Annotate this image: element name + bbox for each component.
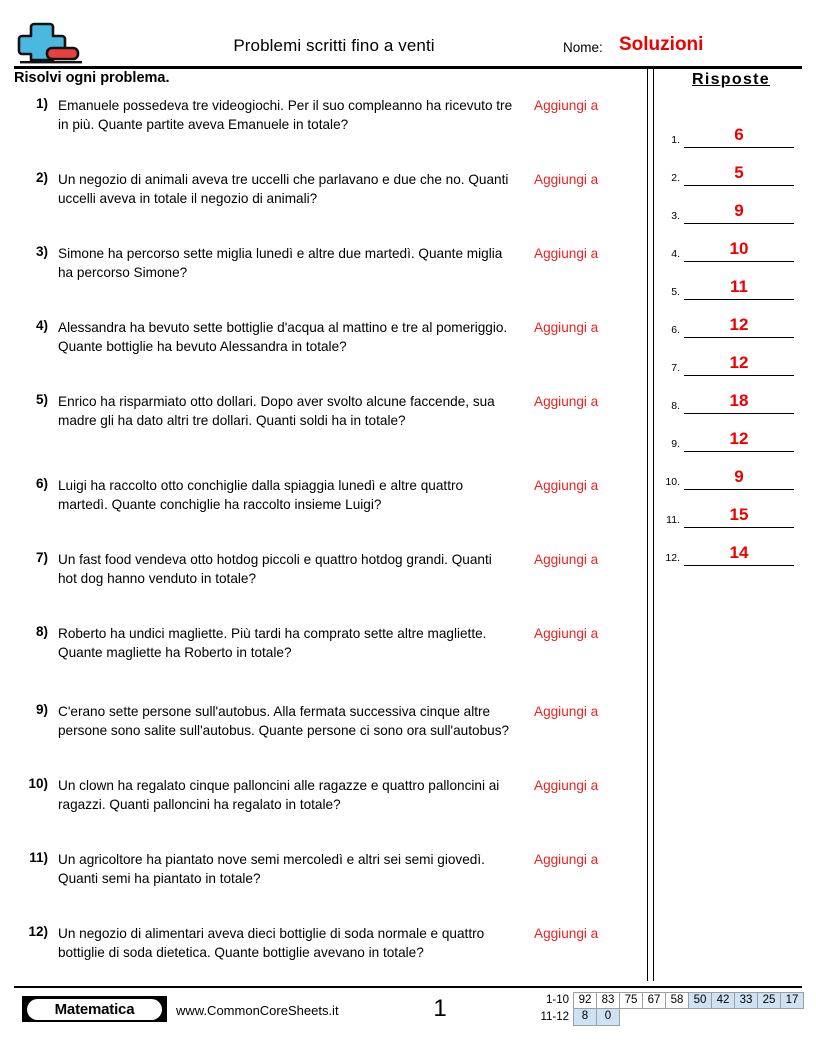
problem-text: Un negozio di animali aveva tre uccelli che parlavano e due che no. Quanti uccelli aveva in totale il negozio di animali? bbox=[58, 172, 509, 206]
problem-text: Luigi ha raccolto otto conchiglie dalla spiaggia lunedì e altre quattro martedì. Quante conchiglie ha raccolto insieme Luigi? bbox=[58, 478, 464, 512]
answer-index: 8. bbox=[671, 400, 680, 412]
problem-text: Emanuele possedeva tre videogiochi. Per il suo compleanno ha ricevuto tre in più. Quante partite aveva Emanuele in totale? bbox=[58, 98, 513, 132]
problem-number: 1) bbox=[35, 96, 48, 111]
answer-value: 12 bbox=[729, 315, 749, 334]
answer-row bbox=[658, 376, 804, 414]
answer-row bbox=[658, 300, 804, 338]
scale-cell: 42 bbox=[711, 992, 735, 1009]
problem-answer-label: Aggiungi a bbox=[534, 98, 599, 113]
scale-cell: 83 bbox=[596, 992, 620, 1009]
answer-index: 9. bbox=[671, 438, 680, 450]
problem-row bbox=[14, 624, 639, 684]
answer-row bbox=[658, 414, 804, 452]
problem-number: 11) bbox=[29, 850, 48, 865]
problem-row bbox=[14, 850, 639, 910]
footer-divider bbox=[14, 986, 802, 988]
scale-row-1 bbox=[530, 992, 804, 1009]
scale-row-2-cells bbox=[574, 1009, 620, 1026]
answer-value: 6 bbox=[734, 125, 744, 144]
problem-text: Un fast food vendeva otto hotdog piccoli e quattro hotdog grandi. Quanti hot dog hanno venduto in totale? bbox=[58, 552, 492, 586]
problem-row bbox=[14, 170, 639, 230]
problem-text: Simone ha percorso sette miglia lunedì e altre due martedì. Quante miglia ha percorso Simone? bbox=[58, 246, 503, 280]
answer-index: 7. bbox=[671, 362, 680, 374]
answer-row bbox=[658, 338, 804, 376]
scale-cell: 92 bbox=[573, 992, 597, 1009]
problem-number: 12) bbox=[28, 924, 48, 939]
problem-number: 3) bbox=[35, 244, 48, 259]
problem-answer-label: Aggiungi a bbox=[534, 246, 599, 261]
answer-row bbox=[658, 490, 804, 528]
answer-index: 12. bbox=[665, 552, 680, 564]
problem-answer-label: Aggiungi a bbox=[534, 394, 599, 409]
answer-index: 2. bbox=[671, 172, 680, 184]
scale-row-1-label: 1-10 bbox=[545, 994, 569, 1006]
answer-index: 6. bbox=[671, 324, 680, 336]
scale-cell: 17 bbox=[780, 992, 804, 1009]
answer-row bbox=[658, 224, 804, 262]
header-divider bbox=[14, 66, 802, 69]
answer-value: 12 bbox=[729, 353, 749, 372]
scale-cell: 67 bbox=[642, 992, 666, 1009]
problem-row bbox=[14, 318, 639, 378]
problem-number: 4) bbox=[35, 318, 48, 333]
answer-value: 11 bbox=[730, 277, 748, 296]
scale-row-2-label: 11-12 bbox=[540, 1011, 569, 1023]
answer-index: 10. bbox=[665, 476, 680, 488]
page-number: 1 bbox=[433, 995, 447, 1022]
problem-text: Enrico ha risparmiato otto dollari. Dopo aver svolto alcune faccende, sua madre gli ha dato altri tre dollari. Quanti soldi ha in totale? bbox=[58, 394, 495, 428]
problem-answer-label: Aggiungi a bbox=[534, 552, 599, 567]
problem-number: 7) bbox=[35, 550, 48, 565]
problem-text: Un agricoltore ha piantato nove semi mercoledì e altri sei semi giovedì. Quanti semi ha piantato in totale? bbox=[58, 852, 485, 886]
problem-text: C'erano sette persone sull'autobus. Alla fermata successiva cinque altre persone sono salite sull'autobus. Quante persone ci sono ora sull'autobus? bbox=[58, 704, 510, 738]
problem-answer-label: Aggiungi a bbox=[534, 626, 599, 641]
scale-cell: 50 bbox=[688, 992, 712, 1009]
problem-answer-label: Aggiungi a bbox=[534, 778, 599, 793]
problem-number: 2) bbox=[35, 170, 48, 185]
answer-value: 10 bbox=[729, 239, 749, 258]
scale-cell: 75 bbox=[619, 992, 643, 1009]
scale-cell: 33 bbox=[734, 992, 758, 1009]
problem-text: Alessandra ha bevuto sette bottiglie d'acqua al mattino e tre al pomeriggio. Quante bottiglie ha bevuto Alessandra in totale? bbox=[58, 320, 508, 354]
answer-row bbox=[658, 186, 804, 224]
problem-number: 5) bbox=[35, 392, 48, 407]
problem-number: 9) bbox=[35, 702, 48, 717]
worksheet-header bbox=[14, 22, 802, 66]
answer-index: 11. bbox=[666, 514, 680, 526]
problem-answer-label: Aggiungi a bbox=[534, 320, 599, 335]
plus-minus-logo-icon bbox=[14, 22, 86, 66]
answer-value: 15 bbox=[729, 505, 749, 524]
problem-row bbox=[14, 244, 639, 304]
brand-label: Matematica bbox=[54, 1000, 135, 1018]
problem-row bbox=[14, 476, 639, 536]
problem-answer-label: Aggiungi a bbox=[534, 852, 599, 867]
answer-row bbox=[658, 528, 804, 566]
problem-row bbox=[14, 702, 639, 762]
name-label: Nome: bbox=[563, 40, 603, 55]
brand-badge bbox=[22, 996, 167, 1022]
answer-row bbox=[658, 148, 804, 186]
scale-cell: 0 bbox=[596, 1008, 620, 1026]
answer-blank-line bbox=[684, 565, 794, 566]
problem-answer-label: Aggiungi a bbox=[534, 704, 599, 719]
answer-value: 18 bbox=[729, 391, 749, 410]
answer-value: 5 bbox=[734, 163, 744, 182]
answer-index: 5. bbox=[671, 286, 680, 298]
answer-row bbox=[658, 452, 804, 490]
site-url: www.CommonCoreSheets.it bbox=[176, 1003, 339, 1018]
problem-text: Un clown ha regalato cinque palloncini alle ragazze e quattro palloncini ai ragazzi. Quanti palloncini ha regalato in totale? bbox=[58, 778, 500, 812]
scale-cell: 25 bbox=[757, 992, 781, 1009]
answer-value: 14 bbox=[729, 543, 749, 562]
answer-value: 12 bbox=[729, 429, 749, 448]
scale-cell: 58 bbox=[665, 992, 689, 1009]
problem-row bbox=[14, 96, 639, 156]
scale-row-1-cells bbox=[574, 992, 804, 1009]
answer-row bbox=[658, 262, 804, 300]
problem-row bbox=[14, 776, 639, 836]
answer-index: 3. bbox=[671, 210, 680, 222]
problem-text: Roberto ha undici magliette. Più tardi ha comprato sette altre magliette. Quante magliette ha Roberto in totale? bbox=[58, 626, 487, 660]
answer-row bbox=[658, 110, 804, 148]
answer-index: 4. bbox=[671, 248, 680, 260]
grading-scale-table bbox=[530, 992, 804, 1026]
problem-answer-label: Aggiungi a bbox=[534, 478, 599, 493]
scale-row-2 bbox=[530, 1009, 804, 1026]
name-value: Soluzioni bbox=[619, 34, 704, 55]
problem-answer-label: Aggiungi a bbox=[534, 172, 599, 187]
answer-value: 9 bbox=[734, 467, 744, 486]
problem-row bbox=[14, 550, 639, 610]
problem-number: 10) bbox=[28, 776, 48, 791]
problem-answer-label: Aggiungi a bbox=[534, 926, 599, 941]
answers-panel-title: Risposte bbox=[692, 71, 770, 88]
problem-number: 8) bbox=[35, 624, 48, 639]
problem-number: 6) bbox=[35, 476, 48, 491]
page-title: Problemi scritti fino a venti bbox=[233, 36, 435, 55]
answers-list bbox=[658, 110, 804, 566]
answer-index: 1. bbox=[671, 134, 680, 146]
problem-row bbox=[14, 392, 639, 452]
column-divider bbox=[647, 69, 654, 981]
problem-text: Un negozio di alimentari aveva dieci bottiglie di soda normale e quattro bottiglie di soda dietetica. Quante bottiglie avevano in totale? bbox=[58, 926, 485, 960]
problem-row bbox=[14, 924, 639, 984]
scale-cell: 8 bbox=[573, 1008, 597, 1026]
answer-value: 9 bbox=[734, 201, 744, 220]
brand-pill bbox=[27, 999, 162, 1020]
instructions-text: Risolvi ogni problema. bbox=[14, 70, 170, 86]
